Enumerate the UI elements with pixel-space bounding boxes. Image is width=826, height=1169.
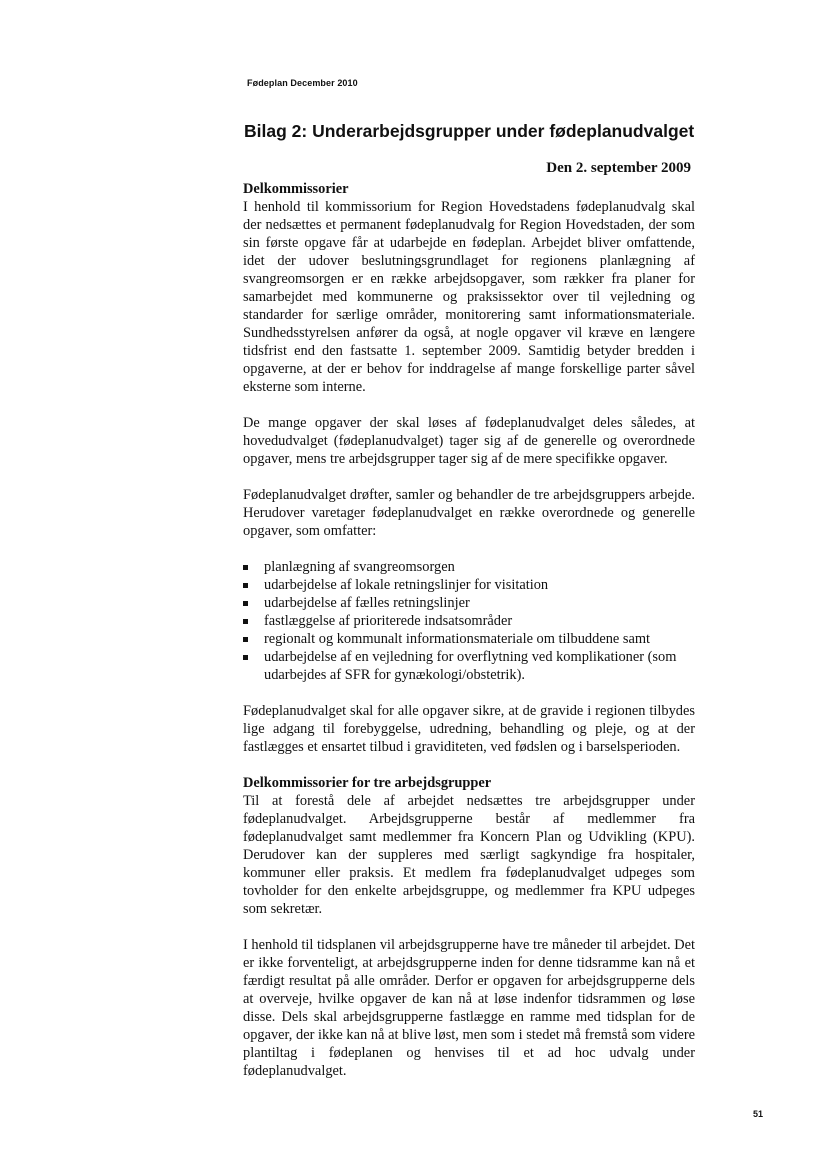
bullet-icon — [243, 565, 248, 570]
list-item: udarbejdelse af fælles retningslinjer — [243, 594, 695, 612]
paragraph: I henhold til kommissorium for Region Hovedstadens fødeplanudvalg skal der nedsættes et permanent fødeplanudvalg for Region Hovedstaden, der som sin første opgave får at udarbejde en fødeplan. Arbejdet bliver omfattende, idet der udover beslutningsgrundlaget for regionens planlægning af svangreomsorgen er en række arbejdsopgaver, som rækker fra planer for samarbejdet med kommunerne og praksissektor over til vejledning og standarder for særlige områder, monitorering samt informationsmateriale. Sundhedsstyrelsen anfører da også, at nogle opgaver vil kræve en længere tidsfrist end den fastsatte 1. september 2009. Samtidig betyder bredden i opgaverne, at der er behov for inddragelse af mange forskellige parter såvel eksterne som interne. — [243, 199, 695, 395]
paragraph: Fødeplanudvalget skal for alle opgaver sikre, at de gravide i regionen tilbydes lige adgang til forebyggelse, udredning, behandling og pleje, og at der fastlægges et ensartet tilbud i graviditeten, ved fødslen og i barselsperioden. — [243, 703, 695, 755]
paragraph: Fødeplanudvalget drøfter, samler og behandler de tre arbejdsgruppers arbejde. Herudover varetager fødeplanudvalget en række overordnede og generelle opgaver, som omfatter: — [243, 487, 695, 539]
paragraph: I henhold til tidsplanen vil arbejdsgrupperne have tre måneder til arbejdet. Det er ikke forventeligt, at arbejdsgrupperne inden for denne tidsramme kan nå et færdigt resultat på alle områder. Derfor er opgaven for arbejdsgrupperne dels at overveje, hvilke opgaver de kan nå at løse indenfor tidsrammen og løse disse. Dels skal arbejdsgrupperne fastlægge en ramme med tidsplan for de opgaver, der ikke kan nå at blive løst, men som i stedet må fremstå som videre plantiltag i fødeplanen og henvises til et ad hoc udvalg under fødeplanudvalget. — [243, 937, 695, 1079]
bullet-icon — [243, 637, 248, 642]
section-heading-delkommissorier: Delkommissorier — [243, 181, 349, 197]
bullet-icon — [243, 601, 248, 606]
document-date: Den 2. september 2009 — [546, 160, 691, 176]
list-item: fastlæggelse af prioriterede indsatsområder — [243, 612, 695, 630]
paragraph: Til at forestå dele af arbejdet nedsættes tre arbejdsgrupper under fødeplanudvalget. Arbejdsgrupperne består af medlemmer fra fødeplanudvalget samt medlemmer fra Koncern Plan og Udvikling (KPU). Derudover kan der suppleres med særligt sagkyndige fra hospitaler, kommuner eller praksis. Et medlem fra fødeplanudvalget udpeges som tovholder for den enkelte arbejdsgruppe, og medlemmer fra KPU udpeges som sekretær. — [243, 793, 695, 917]
running-header: Fødeplan December 2010 — [247, 78, 358, 88]
bullet-icon — [243, 583, 248, 588]
bullet-icon — [243, 619, 248, 624]
list-item: regionalt og kommunalt informationsmateriale om tilbuddene samt — [243, 630, 695, 648]
page-number: 51 — [753, 1109, 764, 1119]
paragraph: De mange opgaver der skal løses af fødeplanudvalget deles således, at hovedudvalget (fødeplanudvalget) tager sig af de generelle og overordnede opgaver, mens tre arbejdsgrupper tager sig af de mere specifikke opgaver. — [243, 415, 695, 467]
list-item: udarbejdelse af lokale retningslinjer for visitation — [243, 576, 695, 594]
section-heading-arbejdsgrupper: Delkommissorier for tre arbejdsgrupper — [243, 775, 492, 791]
list-item: planlægning af svangreomsorgen — [243, 558, 695, 576]
bullet-icon — [243, 655, 248, 660]
page-title: Bilag 2: Underarbejdsgrupper under fødeplanudvalget — [244, 121, 695, 141]
list-item: udarbejdelse af en vejledning for overflytning ved komplikationer (som udarbejdes af SFR for gynækologi/obstetrik). — [243, 648, 695, 684]
document-body — [243, 180, 695, 1080]
task-list — [243, 558, 695, 684]
